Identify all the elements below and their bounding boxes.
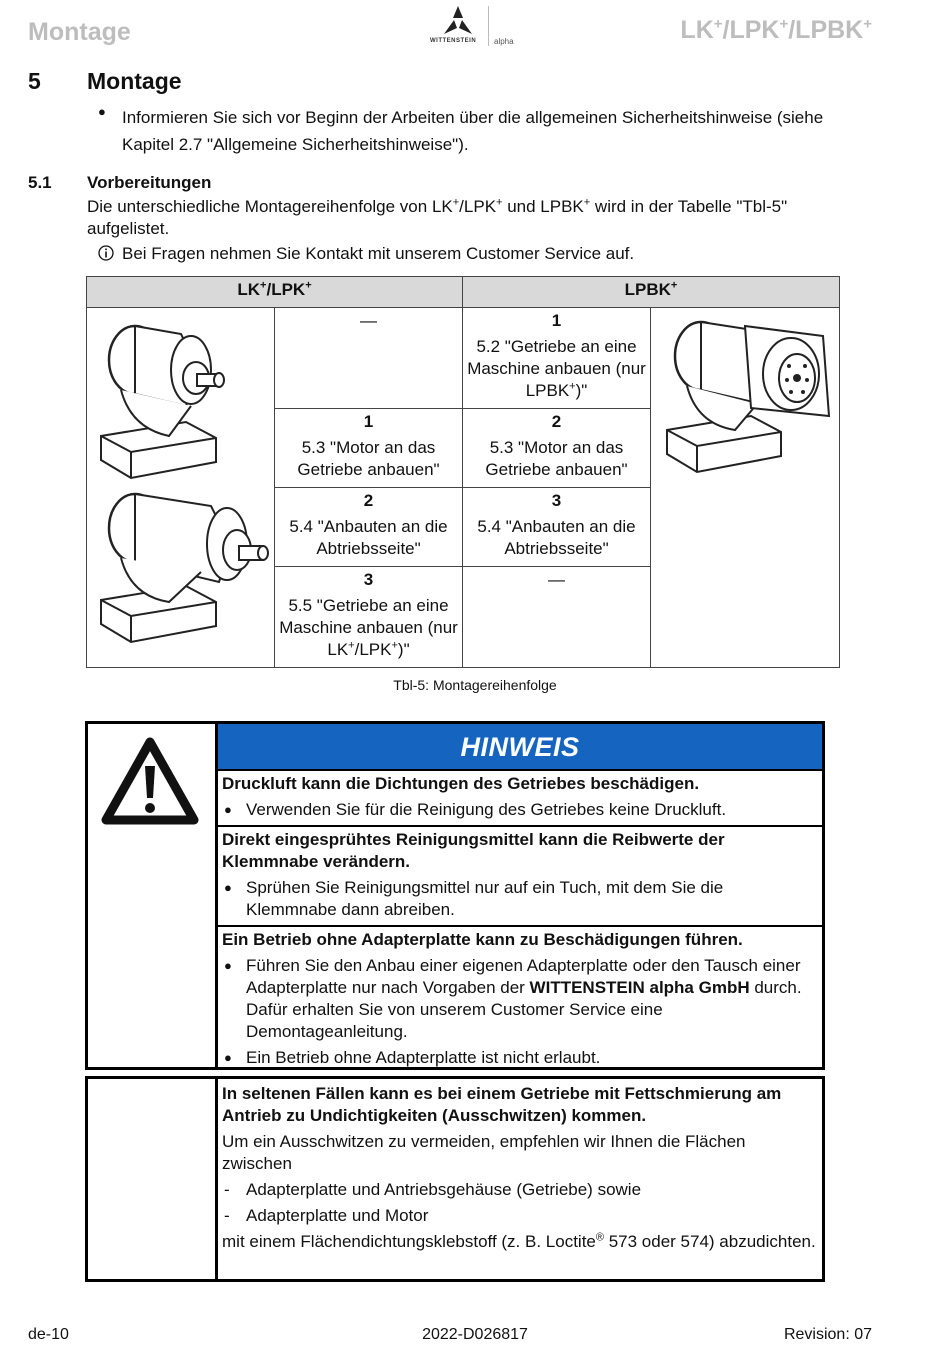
header-product-title xyxy=(680,16,872,45)
header-product-sup: + xyxy=(779,15,789,33)
step-number: 1 xyxy=(551,311,562,330)
header-part: /LPK xyxy=(266,280,306,299)
list-item xyxy=(222,1047,816,1069)
notice-title: HINWEIS xyxy=(218,724,822,771)
sup: + xyxy=(496,196,503,209)
table-cell xyxy=(275,567,463,668)
info-box-left-column xyxy=(88,1079,218,1279)
notice-section-head: Direkt eingesprühtes Reinigungsmittel kann die Reibwerte der Klemmnabe verändern. xyxy=(222,830,725,871)
sup: + xyxy=(305,279,312,292)
subsection-text xyxy=(87,196,852,240)
info-box-end-text xyxy=(222,1231,816,1253)
header-product-sup: + xyxy=(863,15,872,33)
list-item-text: Sprühen Sie Reinigungsmittel nur auf ein Tuch, mit dem Sie die Klemmnabe dann abreiben. xyxy=(246,878,724,919)
table-header-row xyxy=(87,277,840,308)
info-box-text: Um ein Ausschwitzen zu vermeiden, empfehlen wir Ihnen die Flächen zwischen xyxy=(222,1132,746,1173)
table-cell xyxy=(463,488,651,567)
wittenstein-logo xyxy=(430,4,530,48)
subsection-number: 5.1 xyxy=(28,173,52,192)
section-title: Montage xyxy=(87,68,182,94)
logo-separator xyxy=(488,6,489,46)
section-number: 5 xyxy=(28,68,41,94)
list-item-text: Adapterplatte und Motor xyxy=(246,1206,429,1225)
step-number: 2 xyxy=(363,491,374,510)
logo-sub: alpha xyxy=(494,37,514,46)
sup: + xyxy=(452,196,460,209)
step-number: 1 xyxy=(363,412,374,431)
notice-box xyxy=(85,721,825,1070)
info-icon xyxy=(98,245,116,263)
step-text: 5.3 "Motor an das Getriebe anbauen" xyxy=(297,438,440,479)
header-part: LK xyxy=(237,280,261,299)
cell-dash: — xyxy=(548,570,565,589)
bullet-icon: ● xyxy=(98,104,106,119)
table-cell xyxy=(275,488,463,567)
info-text: Bei Fragen nehmen Sie Kontakt mit unserem Customer Service auf. xyxy=(122,244,635,263)
table-cell xyxy=(463,308,651,409)
step-text: 5.5 "Getriebe an eine Maschine anbauen (nur LK xyxy=(279,596,458,659)
text-part: und LPBK xyxy=(502,197,584,216)
notice-icon-column xyxy=(88,724,218,1067)
text-part: /LPK xyxy=(459,197,497,216)
footer-doc-number: 2022-D026817 xyxy=(422,1326,528,1343)
registered-sup: ® xyxy=(595,1231,604,1244)
step-number: 2 xyxy=(551,412,562,431)
step-number: 3 xyxy=(551,491,562,510)
step-text: )" xyxy=(575,381,588,400)
logo-name: WITTENSTEIN xyxy=(430,38,477,44)
dash-marker: - xyxy=(224,1180,230,1199)
text-part: Die unterschiedliche Montagereihenfolge von LK xyxy=(87,197,453,216)
lpbk-gearbox-image xyxy=(651,308,840,668)
step-number: 3 xyxy=(363,570,374,589)
bullet-icon: ● xyxy=(224,880,232,895)
notice-section xyxy=(218,771,822,827)
text-part: mit einem Flächendichtungsklebstoff (z. B. Loctite xyxy=(222,1232,596,1251)
notice-section xyxy=(218,927,822,1073)
sup: + xyxy=(569,380,576,393)
step-text: 5.2 "Getriebe an eine Maschine anbauen (nur LPBK xyxy=(467,337,646,400)
list-item xyxy=(222,877,816,921)
dash-marker: - xyxy=(224,1206,230,1225)
lk-gearbox-images xyxy=(87,308,275,668)
table-caption: Tbl-5: Montagereihenfolge xyxy=(393,677,557,693)
list-item xyxy=(222,799,816,821)
step-text: )" xyxy=(397,640,410,659)
notice-section-head: Druckluft kann die Dichtungen des Getriebes beschädigen. xyxy=(222,774,700,793)
table-header-lk-lpk xyxy=(87,277,463,308)
info-box-content xyxy=(218,1079,822,1253)
sup: + xyxy=(391,639,398,652)
warning-icon xyxy=(100,736,200,826)
info-box-head: In seltenen Fällen kann es bei einem Getriebe mit Fettschmierung am Antrieb zu Undichtigkeiten (Ausschwitzen) kommen. xyxy=(222,1084,782,1125)
header-product-sup: + xyxy=(713,15,723,33)
sup: + xyxy=(348,639,355,652)
info-box xyxy=(85,1076,825,1282)
sup: + xyxy=(260,279,267,292)
assembly-order-table xyxy=(86,276,840,668)
header-part: LPBK xyxy=(624,280,671,299)
footer-revision: Revision: 07 xyxy=(783,1326,872,1343)
bullet-icon: ● xyxy=(224,1050,232,1065)
list-item-text: Adapterplatte und Antriebsgehäuse (Getriebe) sowie xyxy=(246,1180,642,1199)
table-header-lpbk xyxy=(463,277,840,308)
text-part: wird in der Tabelle "Tbl-5" aufgelistet. xyxy=(87,197,788,238)
sup: + xyxy=(583,196,591,209)
cell-dash: — xyxy=(360,311,377,330)
footer-page-number: de-10 xyxy=(28,1326,69,1343)
notice-section-head: Ein Betrieb ohne Adapterplatte kann zu Beschädigungen führen. xyxy=(222,930,743,949)
section-bullet-text: Informieren Sie sich vor Beginn der Arbeiten über die allgemeinen Sicherheitshinweise (siehe Kapitel 2.7 "Allgemeine Sicherheitshinweise"). xyxy=(122,108,824,154)
list-item-text: Verwenden Sie für die Reinigung des Getriebes keine Druckluft. xyxy=(246,800,727,819)
list-item xyxy=(222,1179,816,1201)
table-cell xyxy=(275,409,463,488)
table-row xyxy=(87,308,840,409)
text-part: 573 oder 574) abzudichten. xyxy=(603,1232,816,1251)
sup: + xyxy=(670,279,678,292)
list-item-text: Ein Betrieb ohne Adapterplatte ist nicht erlaubt. xyxy=(246,1048,601,1067)
header-product-part: /LPBK xyxy=(788,16,864,44)
notice-content xyxy=(218,724,822,1073)
step-text: 5.3 "Motor an das Getriebe anbauen" xyxy=(485,438,628,479)
list-item xyxy=(222,955,816,1043)
list-item xyxy=(222,1205,816,1227)
bullet-icon: ● xyxy=(224,958,232,973)
subsection-title: Vorbereitungen xyxy=(87,173,212,192)
table-cell xyxy=(463,567,651,668)
list-item-text: durch. Dafür erhalten Sie von unserem Customer Service eine Demontageanleitung. xyxy=(246,978,802,1041)
table-cell xyxy=(275,308,463,409)
lpbk-gearbox-illustration xyxy=(653,308,838,478)
table-cell xyxy=(463,409,651,488)
step-text: /LPK xyxy=(354,640,392,659)
logo-icon xyxy=(430,4,486,38)
header-section-title: Montage xyxy=(28,18,131,46)
bullet-icon: ● xyxy=(224,802,232,817)
step-text: 5.4 "Anbauten an die Abtriebsseite" xyxy=(477,517,636,558)
company-name: WITTENSTEIN alpha GmbH xyxy=(529,978,750,997)
lk-gearbox-illustration xyxy=(91,310,271,660)
header-product-part: /LPK xyxy=(722,16,780,44)
notice-section xyxy=(218,827,822,927)
step-text: 5.4 "Anbauten an die Abtriebsseite" xyxy=(289,517,448,558)
list-item-text: Führen Sie den Anbau einer eigenen Adapterplatte oder den Tausch einer Adapterplatte nur nach Vorgaben der xyxy=(246,956,801,997)
header-product-part: LK xyxy=(680,16,714,44)
